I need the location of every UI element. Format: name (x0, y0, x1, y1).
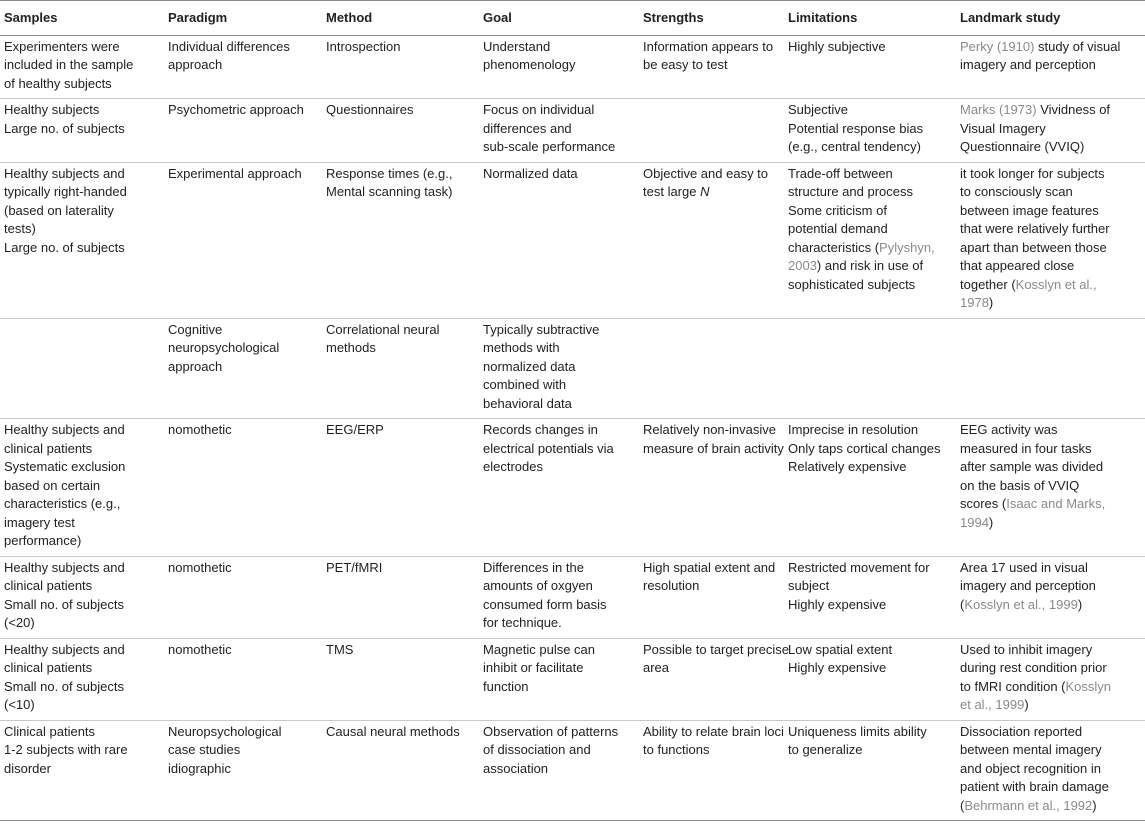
table-row (0, 318, 1145, 419)
cell-line: amounts of oxgyen (483, 578, 593, 593)
header-goal: Goal (479, 1, 639, 36)
cell-samples (0, 318, 164, 419)
citation-link[interactable]: Kosslyn et al., (1015, 276, 1097, 292)
cell-method (322, 162, 479, 318)
table-row (0, 638, 1145, 720)
cell-paradigm (164, 99, 322, 163)
cell-line (788, 257, 952, 276)
cell-line: resolution (643, 578, 700, 593)
cell-line: clinical patients (4, 440, 93, 456)
cell-limitations (784, 99, 956, 163)
cell-paradigm (164, 162, 322, 318)
cell-text: ( (960, 596, 965, 612)
cell-text: ) and risk in use of (816, 258, 924, 273)
cell-line: nomothetic (168, 641, 232, 657)
cell-line: imagery and perception (960, 57, 1096, 72)
cell-landmark (956, 35, 1145, 99)
cell-line: Healthy subjects and (4, 165, 125, 181)
cell-line: Information appears to (643, 38, 774, 54)
cell-line: association (483, 760, 549, 776)
cell-goal (479, 99, 639, 163)
cell-line: Imprecise in resolution (788, 422, 919, 437)
cell-line: apart than between those (960, 239, 1107, 255)
cell-line (960, 678, 1141, 697)
cell-line: approach (168, 57, 223, 72)
cell-text: test large (643, 184, 701, 199)
cell-landmark (956, 556, 1145, 638)
cell-samples (0, 419, 164, 557)
cell-text: Vividness of (1036, 102, 1111, 117)
cell-line (960, 495, 1141, 514)
cell-line: Experimental approach (168, 165, 302, 181)
cell-line: that appeared close (960, 258, 1075, 273)
cell-line: performance) (4, 533, 82, 548)
citation-link[interactable]: Isaac and Marks, (1006, 496, 1106, 511)
cell-line (960, 38, 1141, 57)
cell-strengths (639, 35, 784, 99)
table-body (0, 35, 1145, 821)
cell-line: case studies (168, 742, 241, 757)
cell-strengths (639, 419, 784, 557)
cell-line: Large no. of subjects (4, 120, 125, 136)
cell-line: subject (788, 578, 830, 593)
cell-line: phenomenology (483, 57, 576, 72)
cell-line: patient with brain damage (960, 779, 1109, 794)
cell-line: imagery and perception (960, 578, 1096, 593)
cell-goal (479, 419, 639, 557)
header-landmark-study: Landmark study (956, 1, 1145, 36)
cell-goal (479, 318, 639, 419)
cell-text: to fMRI condition ( (960, 678, 1066, 694)
cell-line: methods (326, 340, 376, 355)
cell-line: Ability to relate brain loci (643, 723, 784, 739)
cell-text: study of visual (1034, 38, 1121, 54)
cell-method (322, 35, 479, 99)
cell-line: Questionnaire (VVIQ) (960, 139, 1085, 154)
cell-line (960, 294, 1141, 313)
cell-strengths (639, 99, 784, 163)
cell-line: during rest condition prior (960, 660, 1107, 675)
cell-line: Records changes in (483, 422, 598, 437)
cell-line: for technique. (483, 615, 562, 630)
citation-link[interactable]: 1994 (960, 514, 989, 530)
cell-limitations (784, 318, 956, 419)
cell-line (960, 101, 1141, 120)
cell-line: nomothetic (168, 422, 232, 437)
cell-line: (<10) (4, 697, 35, 712)
cell-line: Relatively expensive (788, 459, 907, 474)
cell-line: (e.g., central tendency) (788, 139, 921, 154)
cell-line: Healthy subjects and (4, 422, 125, 437)
cell-goal (479, 638, 639, 720)
cell-line: potential demand (788, 221, 888, 236)
cell-samples (0, 162, 164, 318)
cell-line: Highly subjective (788, 38, 886, 54)
cell-paradigm (164, 35, 322, 99)
cell-line: Observation of patterns (483, 723, 619, 739)
cell-goal (479, 162, 639, 318)
cell-line: Cognitive (168, 321, 223, 337)
cell-line: Correlational neural (326, 321, 440, 337)
cell-line: clinical patients (4, 660, 93, 675)
cell-line: idiographic (168, 760, 231, 776)
cell-limitations (784, 720, 956, 821)
cell-line: EEG activity was (960, 422, 1058, 437)
cell-strengths (639, 162, 784, 318)
cell-line: methods with (483, 340, 560, 355)
cell-text: ) (988, 295, 994, 310)
cell-paradigm (164, 638, 322, 720)
header-paradigm: Paradigm (164, 1, 322, 36)
cell-line: based on certain (4, 477, 101, 493)
cell-paradigm (164, 318, 322, 419)
cell-line: normalized data (483, 358, 576, 374)
cell-line: it took longer for subjects (960, 165, 1105, 181)
cell-line: approach (168, 358, 223, 374)
cell-line: Magnetic pulse can (483, 641, 596, 657)
cell-line: Clinical patients (4, 723, 96, 739)
table-row (0, 162, 1145, 318)
cell-landmark (956, 720, 1145, 821)
cell-method (322, 318, 479, 419)
cell-line: behavioral data (483, 395, 572, 411)
cell-line: Small no. of subjects (4, 596, 124, 612)
cell-line: neuropsychological (168, 340, 280, 355)
cell-text: ( (960, 797, 965, 813)
cell-line: Relatively non-invasive (643, 422, 776, 437)
cell-line: structure and process (788, 184, 914, 199)
cell-line: High spatial extent and (643, 559, 776, 575)
cell-method (322, 720, 479, 821)
cell-line: Typically subtractive (483, 321, 600, 337)
cell-limitations (784, 556, 956, 638)
cell-line: tests) (4, 221, 36, 236)
cell-line: be easy to test (643, 57, 728, 72)
cell-line: to generalize (788, 742, 863, 757)
citation-link[interactable]: Behrmann et al., 1992 (964, 797, 1093, 813)
citation-link[interactable]: 2003 (788, 258, 817, 273)
cell-line: Systematic exclusion (4, 459, 126, 474)
cell-line: Normalized data (483, 165, 578, 181)
citation-link[interactable]: Kosslyn et al., 1999 (964, 596, 1078, 612)
cell-paradigm (164, 419, 322, 557)
cell-line: measure of brain activity (643, 440, 784, 456)
cell-line: electrodes (483, 459, 543, 474)
cell-line: Experimenters were (4, 38, 120, 54)
cell-limitations (784, 638, 956, 720)
citation-link[interactable]: Perky (1910) (960, 38, 1035, 54)
cell-line: clinical patients (4, 578, 93, 593)
cell-landmark (956, 419, 1145, 557)
cell-goal (479, 35, 639, 99)
cell-line: measured in four tasks (960, 440, 1092, 456)
cell-line: EEG/ERP (326, 422, 384, 437)
cell-line: differences and (483, 120, 572, 136)
cell-line: Differences in the (483, 559, 584, 575)
cell-line: TMS (326, 641, 354, 657)
cell-line: characteristics (e.g., (4, 496, 121, 511)
cell-samples (0, 556, 164, 638)
cell-line: between image features (960, 202, 1099, 218)
cell-line: to consciously scan (960, 184, 1073, 199)
cell-goal (479, 720, 639, 821)
cell-limitations (784, 35, 956, 99)
cell-line: PET/fMRI (326, 559, 383, 575)
cell-text: ) (1024, 697, 1029, 712)
cell-line: Visual Imagery (960, 120, 1046, 136)
table-row (0, 556, 1145, 638)
cell-samples (0, 99, 164, 163)
cell-line: 1-2 subjects with rare (4, 742, 128, 757)
cell-line: Trade-off between (788, 165, 893, 181)
cell-samples (0, 720, 164, 821)
cell-line: Area 17 used in visual (960, 559, 1088, 575)
cell-line: Subjective (788, 102, 848, 117)
cell-text-italic: N (700, 184, 710, 199)
cell-text: scores ( (960, 496, 1007, 511)
cell-samples (0, 35, 164, 99)
cell-line: Possible to target precise (643, 641, 789, 657)
cell-limitations (784, 419, 956, 557)
cell-line: of dissociation and (483, 742, 591, 757)
cell-text: characteristics ( (788, 239, 880, 255)
cell-line: after sample was divided (960, 459, 1104, 474)
cell-paradigm (164, 720, 322, 821)
cell-line (960, 276, 1141, 295)
citation-link[interactable]: et al., 1999 (960, 697, 1025, 712)
cell-landmark (956, 162, 1145, 318)
cell-goal (479, 556, 639, 638)
table-row (0, 35, 1145, 99)
header-method: Method (322, 1, 479, 36)
cell-line: Highly expensive (788, 660, 887, 675)
table-header (0, 1, 1145, 36)
cell-line: Uniqueness limits ability (788, 723, 927, 739)
cell-line (960, 596, 1141, 615)
cell-line (960, 696, 1141, 715)
cell-line: consumed form basis (483, 596, 607, 612)
cell-line: Healthy subjects and (4, 641, 125, 657)
cell-landmark (956, 99, 1145, 163)
cell-line: and object recognition in (960, 760, 1101, 776)
cell-method (322, 99, 479, 163)
cell-line: area (643, 660, 670, 675)
cell-method (322, 419, 479, 557)
cell-line: sub-scale performance (483, 139, 616, 154)
cell-line: included in the sample (4, 57, 134, 72)
cell-samples (0, 638, 164, 720)
cell-line: that were relatively further (960, 221, 1110, 236)
cell-line: Neuropsychological (168, 723, 282, 739)
cell-line: on the basis of VVIQ (960, 477, 1080, 493)
cell-line: Causal neural methods (326, 723, 460, 739)
header-limitations: Limitations (784, 1, 956, 36)
citation-link[interactable]: Marks (1973) (960, 102, 1037, 117)
cell-line: Dissociation reported (960, 723, 1083, 739)
cell-line: Highly expensive (788, 596, 887, 612)
cell-line: function (483, 678, 529, 694)
cell-line: Low spatial extent (788, 641, 893, 657)
cell-text: ) (1077, 596, 1083, 612)
cell-line: Potential response bias (788, 120, 924, 136)
cell-line (960, 797, 1141, 816)
cell-line: electrical potentials via (483, 440, 614, 456)
cell-line: Focus on individual (483, 102, 595, 117)
cell-line: (<20) (4, 615, 35, 630)
cell-line: of healthy subjects (4, 75, 112, 91)
cell-line: Response times (e.g., (326, 165, 453, 181)
cell-line: Healthy subjects (4, 102, 100, 117)
cell-paradigm (164, 556, 322, 638)
cell-text: ) (1092, 797, 1097, 813)
cell-line: nomothetic (168, 559, 232, 575)
cell-landmark (956, 318, 1145, 419)
cell-line: Used to inhibit imagery (960, 641, 1093, 657)
cell-text: ) (988, 514, 994, 530)
cell-line: Small no. of subjects (4, 678, 124, 694)
cell-line: between mental imagery (960, 742, 1102, 757)
cell-line: disorder (4, 760, 51, 776)
cell-strengths (639, 720, 784, 821)
cell-line: Psychometric approach (168, 102, 304, 117)
citation-link[interactable]: Pylyshyn, (879, 239, 935, 255)
cell-line (960, 514, 1141, 533)
cell-line: Objective and easy to (643, 165, 769, 181)
cell-line: Healthy subjects and (4, 559, 125, 575)
citation-link[interactable]: Kosslyn (1065, 678, 1112, 694)
table-row (0, 419, 1145, 557)
table-row (0, 99, 1145, 163)
cell-method (322, 556, 479, 638)
header-row (0, 1, 1145, 36)
cell-line: (based on laterality (4, 202, 114, 218)
cell-strengths (639, 556, 784, 638)
cell-line: Questionnaires (326, 102, 414, 117)
cell-strengths (639, 638, 789, 720)
cell-line: Introspection (326, 38, 401, 54)
cell-line: Restricted movement for (788, 559, 930, 575)
cell-line: Large no. of subjects (4, 239, 125, 255)
cell-landmark (956, 638, 1145, 720)
header-strengths: Strengths (639, 1, 784, 36)
table-row (0, 720, 1145, 821)
cell-line: Individual differences (168, 38, 290, 54)
cell-line: combined with (483, 377, 567, 392)
cell-text: together ( (960, 276, 1016, 292)
cell-line (788, 239, 952, 258)
header-samples: Samples (0, 1, 164, 36)
cell-line: sophisticated subjects (788, 276, 916, 292)
cell-limitations (784, 162, 956, 318)
cell-strengths (639, 318, 784, 419)
cell-line: typically right-handed (4, 184, 127, 199)
citation-link[interactable]: 1978 (960, 295, 989, 310)
cell-line: Mental scanning task) (326, 184, 453, 199)
cell-line: Some criticism of (788, 202, 887, 218)
cell-line: imagery test (4, 514, 75, 530)
cell-method (322, 638, 479, 720)
cell-line (643, 183, 780, 202)
cell-line: Only taps cortical changes (788, 440, 941, 456)
cell-line: to functions (643, 742, 710, 757)
cell-line: Understand (483, 38, 551, 54)
cell-line: inhibit or facilitate (483, 660, 584, 675)
